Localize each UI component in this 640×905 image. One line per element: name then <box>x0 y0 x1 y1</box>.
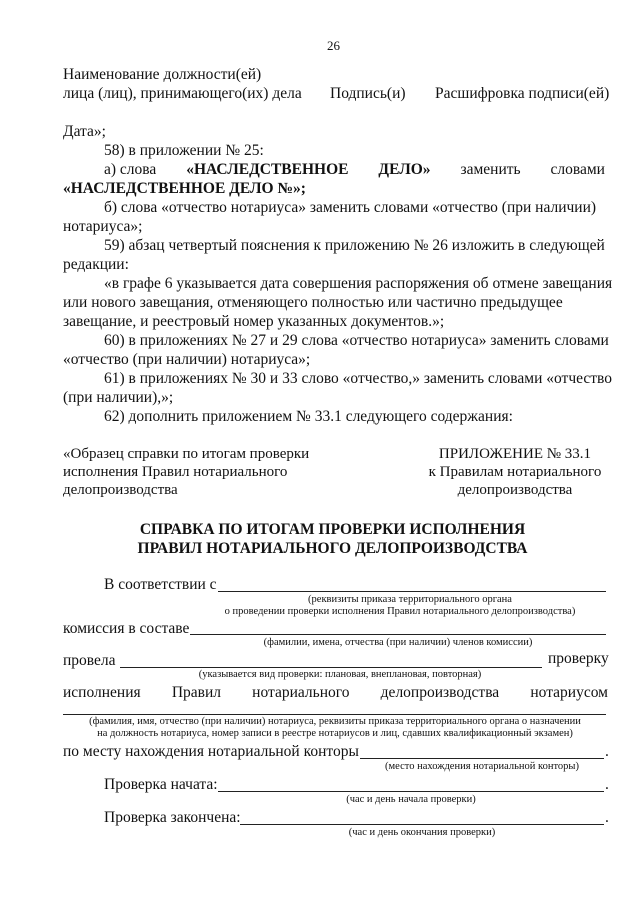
appendix-rules-line2: делопроизводства <box>457 482 573 498</box>
finished-label: Проверка закончена: <box>104 809 241 826</box>
execution-word: делопроизводства <box>380 684 500 701</box>
finished-field[interactable] <box>240 824 604 825</box>
position-label-line2: лица (лиц), принимающего(их) дела <box>63 85 302 102</box>
item-61-line1: 61) в приложениях № 30 и 33 слово «отчество,» заменить словами «отчество <box>104 370 613 387</box>
conducted-label: провела <box>63 652 116 669</box>
item-58a-line1 <box>104 161 605 179</box>
location-label: по месту нахождения нотариальной конторы <box>63 743 359 760</box>
item-61-line2: (при наличии),»; <box>63 389 174 406</box>
started-end-punct: . <box>605 776 609 793</box>
item-58: 58) в приложении № 25: <box>104 142 264 159</box>
sample-left-line2: исполнения Правил нотариального <box>63 464 288 480</box>
started-field[interactable] <box>218 791 604 792</box>
check-word: проверку <box>548 650 609 667</box>
item-58a-word: ДЕЛО» <box>378 161 431 178</box>
started-label: Проверка начата: <box>104 776 218 793</box>
commission-field[interactable] <box>190 634 606 635</box>
commission-hint: (фамилии, имена, отчества (при наличии) членов комиссии) <box>263 637 533 648</box>
notary-field[interactable] <box>63 714 606 715</box>
certificate-title-line2: ПРАВИЛ НОТАРИАЛЬНОГО ДЕЛОПРОИЗВОДСТВА <box>137 540 528 557</box>
item-60-line2: «отчество (при наличии) нотариуса»; <box>63 351 311 368</box>
accordance-field[interactable] <box>218 591 606 592</box>
item-58a-line2: «НАСЛЕДСТВЕННОЕ ДЕЛО №»; <box>63 180 306 197</box>
execution-word: Правил <box>171 684 221 701</box>
notary-hint-line2: на должность нотариуса, номер записи в реестре нотариусов и лиц, сдавших квалификационный экзамен) <box>97 728 573 739</box>
appendix-number: ПРИЛОЖЕНИЕ № 33.1 <box>438 446 592 462</box>
sample-left-line1: «Образец справки по итогам проверки <box>63 446 310 462</box>
finished-hint: (час и день окончания проверки) <box>348 827 496 838</box>
finished-end-punct: . <box>605 809 609 826</box>
execution-word: нотариусом <box>530 684 608 701</box>
signature-decoding-label: Расшифровка подписи(ей) <box>435 85 610 102</box>
item-59-quote-line3: завещание, и реестровый номер указанных документов.»; <box>63 313 445 330</box>
check-type-field[interactable] <box>120 667 542 668</box>
sample-left-line3: делопроизводства <box>63 482 178 498</box>
appendix-rules-line1: к Правилам нотариального <box>428 464 602 480</box>
check-type-hint: (указывается вид проверки: плановая, внеплановая, повторная) <box>198 669 482 680</box>
item-59-line1: 59) абзац четвертый пояснения к приложению № 26 изложить в следующей <box>104 237 605 254</box>
execution-line <box>63 684 608 702</box>
date-line: Дата»; <box>63 123 106 140</box>
item-58a-word: а) слова <box>104 161 157 178</box>
page-number: 26 <box>327 38 340 53</box>
item-62: 62) дополнить приложением № 33.1 следующего содержания: <box>104 408 513 425</box>
certificate-title-line1: СПРАВКА ПО ИТОГАМ ПРОВЕРКИ ИСПОЛНЕНИЯ <box>139 521 526 538</box>
item-60-line1: 60) в приложениях № 27 и 29 слова «отчество нотариуса» заменить словами <box>104 332 609 349</box>
notary-hint-line1: (фамилия, имя, отчество (при наличии) нотариуса, реквизиты приказа территориального органа о назначении <box>89 716 581 727</box>
item-58a-word: словами <box>550 161 605 178</box>
execution-word: нотариального <box>252 684 350 701</box>
execution-word: исполнения <box>63 684 141 701</box>
location-hint: (место нахождения нотариальной конторы) <box>385 761 579 772</box>
item-58b-line1: б) слова «отчество нотариуса» заменить словами «отчество (при наличии) <box>104 199 597 216</box>
accordance-label: В соответствии с <box>104 576 217 593</box>
signature-label: Подпись(и) <box>330 85 406 102</box>
started-hint: (час и день начала проверки) <box>346 794 476 805</box>
item-59-quote-line2: или нового завещания, отменяющего полностью или частично предыдущее <box>63 294 563 311</box>
item-59-line2: редакции: <box>63 256 129 273</box>
accordance-hint-line1: (реквизиты приказа территориального органа <box>308 594 512 605</box>
location-field[interactable] <box>360 758 604 759</box>
location-end-punct: . <box>605 743 609 760</box>
position-label-line1: Наименование должности(ей) <box>63 66 262 83</box>
item-58a-word: заменить <box>460 161 521 178</box>
item-58b-line2: нотариуса»; <box>63 218 143 235</box>
commission-label: комиссия в составе <box>63 620 190 637</box>
accordance-hint-line2: о проведении проверки исполнения Правил нотариального делопроизводства) <box>224 606 576 617</box>
item-59-quote-line1: «в графе 6 указывается дата совершения распоряжения об отмене завещания <box>104 275 613 292</box>
item-58a-word: «НАСЛЕДСТВЕННОЕ <box>186 161 349 178</box>
